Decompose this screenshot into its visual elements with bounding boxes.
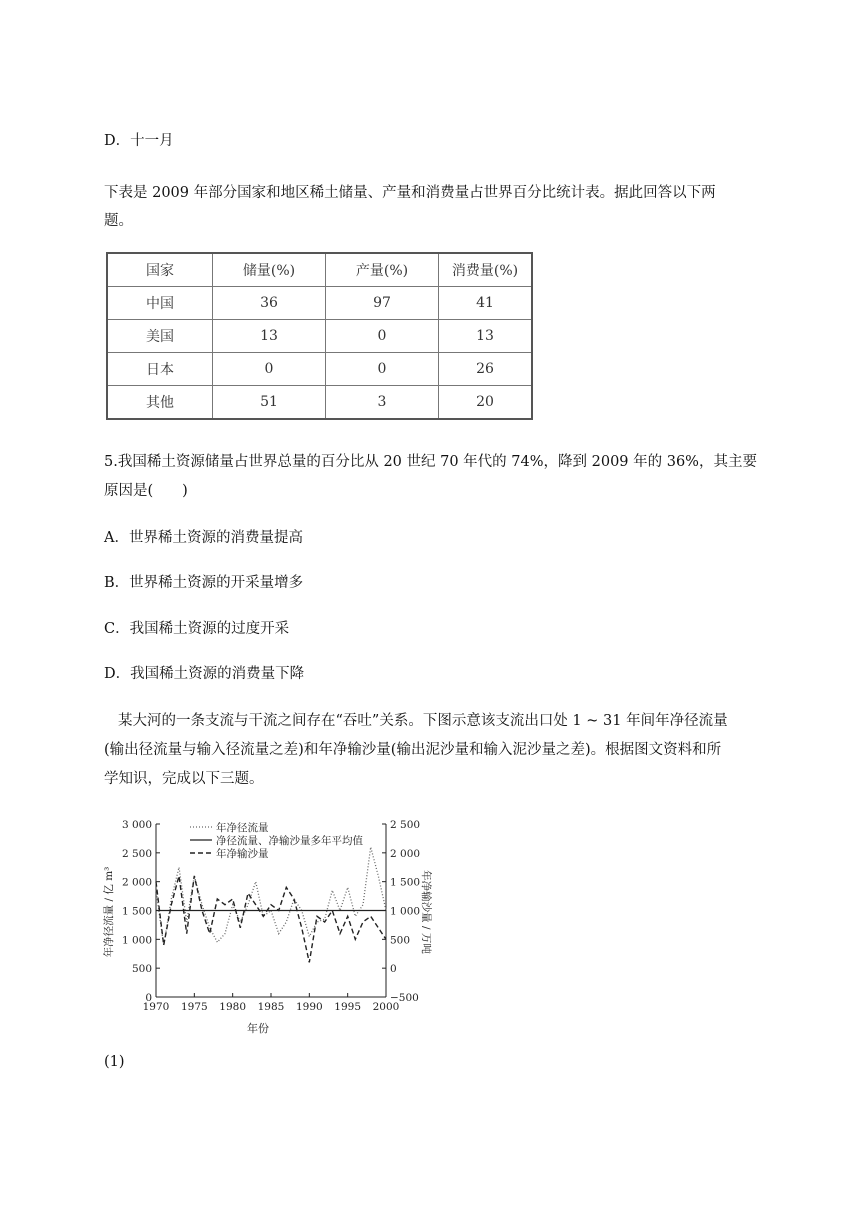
table-cell: 中国 — [107, 287, 213, 320]
left-tick-label: 500 — [131, 963, 152, 976]
left-tick-label: 2 500 — [121, 847, 152, 860]
x-tick-label: 1980 — [219, 1001, 247, 1013]
x-tick-label: 1975 — [180, 1001, 208, 1013]
left-axis-ticks — [122, 819, 160, 1004]
option-c: C．我国稀土资源的过度开采 — [104, 621, 290, 637]
table-header-row — [107, 253, 532, 287]
rare-earth-table — [106, 252, 533, 420]
intro-line-2: 题。 — [104, 213, 133, 229]
table-cell: 0 — [213, 353, 326, 386]
question-5-line-1: 5.我国稀土资源储量占世界总量的百分比从 20 世纪 70 年代的 74%，降到 2009 年的 36%，其主要 — [104, 454, 757, 470]
option-b: B．世界稀土资源的开采量增多 — [104, 575, 304, 591]
table-cell: 26 — [439, 353, 533, 386]
right-tick-label: 2 500 — [390, 819, 421, 831]
table-row — [107, 320, 532, 353]
x-tick-label: 1995 — [334, 1001, 362, 1013]
passage-line-2: (输出径流量与输入径流量之差)和年净输沙量(输出泥沙量和输入泥沙量之差)。根据图文资料和所 — [104, 742, 722, 758]
previous-option-d: D．十一月 — [104, 133, 174, 149]
left-tick-label: 2 000 — [121, 876, 152, 889]
right-tick-label: 1 500 — [390, 876, 421, 889]
table-header-cell: 储量(%) — [213, 253, 326, 287]
left-tick-label: 1 000 — [121, 934, 152, 947]
sub-question-1: (1) — [104, 1054, 125, 1070]
x-axis-ticks — [143, 993, 400, 1013]
right-tick-label: 1 000 — [390, 905, 421, 918]
table-cell: 13 — [439, 320, 533, 353]
left-axis-label: 年净径流量 / 亿 m³ — [103, 866, 115, 958]
table-row — [107, 353, 532, 386]
legend-label-average: 净径流量、净输沙量多年平均值 — [216, 835, 363, 847]
left-tick-label: 0 — [145, 992, 152, 1004]
table-cell: 0 — [326, 320, 439, 353]
right-tick-label: 2 000 — [390, 847, 421, 860]
table-cell: 3 — [326, 386, 439, 420]
table-header-cell: 国家 — [107, 253, 213, 287]
table-cell: 日本 — [107, 353, 213, 386]
table-row — [107, 386, 532, 420]
left-tick-label: 1 500 — [121, 905, 152, 918]
legend-label-sediment: 年净输沙量 — [216, 848, 269, 860]
series-line-dotted — [156, 847, 386, 945]
table-cell: 13 — [213, 320, 326, 353]
right-tick-label: 0 — [390, 963, 397, 976]
table-cell: 36 — [213, 287, 326, 320]
question-5-line-2: 原因是( ) — [104, 483, 188, 499]
option-d: D．我国稀土资源的消费量下降 — [104, 666, 305, 682]
x-tick-label: 1990 — [295, 1001, 323, 1013]
legend-label-runoff: 年净径流量 — [216, 822, 269, 834]
table-cell: 51 — [213, 386, 326, 420]
series-line-dashed — [156, 876, 386, 963]
right-tick-label: 500 — [390, 934, 411, 947]
chart-series — [156, 847, 386, 962]
passage-line-3: 学知识，完成以下三题。 — [104, 771, 264, 787]
chart-legend — [190, 821, 363, 860]
intro-line-1: 下表是 2009 年部分国家和地区稀土储量、产量和消费量占世界百分比统计表。据此回答以下两 — [104, 185, 716, 201]
table-header-cell: 消费量(%) — [439, 253, 533, 287]
table-cell: 0 — [326, 353, 439, 386]
table-cell: 41 — [439, 287, 533, 320]
runoff-sediment-chart — [100, 812, 440, 1040]
x-tick-label: 2000 — [372, 1001, 400, 1013]
table-cell: 97 — [326, 287, 439, 320]
right-axis-ticks — [382, 819, 420, 1004]
table-cell: 20 — [439, 386, 533, 420]
table-cell: 其他 — [107, 386, 213, 420]
left-tick-label: 3 000 — [121, 819, 152, 831]
option-a: A．世界稀土资源的消费量提高 — [104, 530, 303, 546]
table-cell: 美国 — [107, 320, 213, 353]
right-axis-label: 年净输沙量 / 万吨 — [420, 870, 432, 954]
passage-line-1: 某大河的一条支流与干流之间存在“吞吐”关系。下图示意该支流出口处 1 ~ 31 年间年净径流量 — [118, 713, 728, 729]
x-tick-label: 1985 — [257, 1001, 285, 1013]
x-axis-label: 年份 — [247, 1022, 269, 1035]
table-row — [107, 287, 532, 320]
x-tick-label: 1970 — [142, 1001, 170, 1013]
right-tick-label: −500 — [390, 992, 419, 1004]
table-header-cell: 产量(%) — [326, 253, 439, 287]
